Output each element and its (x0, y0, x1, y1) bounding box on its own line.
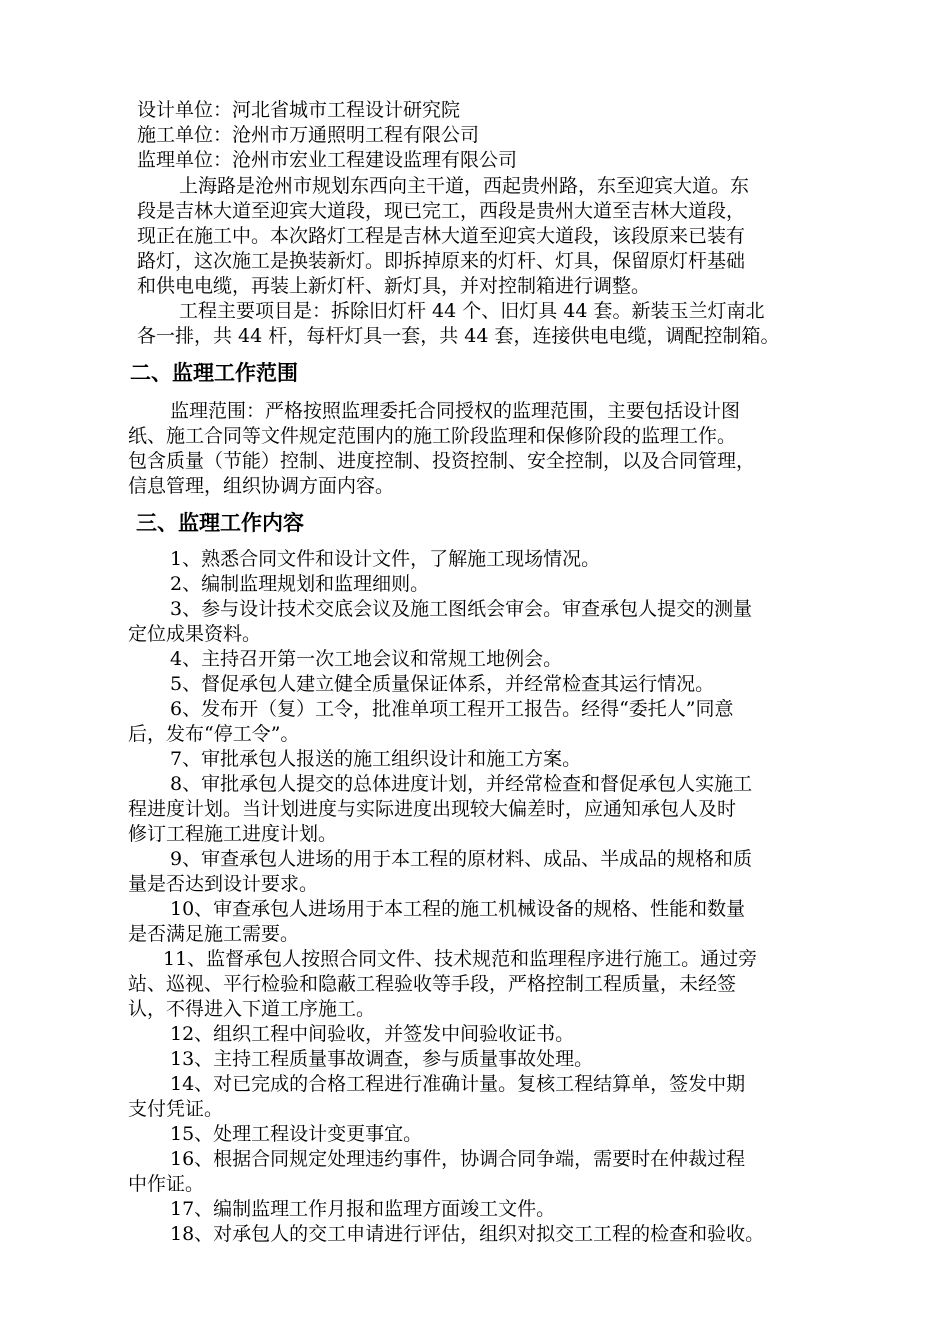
section-3-line: 10、审查承包人进场用于本工程的施工机械设备的规格、性能和数量 (170, 898, 746, 920)
section-3-title: 三、监理工作内容 (136, 511, 304, 535)
overview-line: 和供电电缆，再装上新灯杆、新灯具，并对控制箱进行调整。 (137, 275, 651, 297)
section-2-title: 二、监理工作范围 (130, 361, 298, 385)
section-2-line: 监理范围：严格按照监理委托合同授权的监理范围，主要包括设计图 (170, 400, 741, 422)
overview-line: 工程主要项目是：拆除旧灯杆 44 个、旧灯具 44 套。新装玉兰灯南北 (179, 300, 765, 322)
overview-line: 段是吉林大道至迎宾大道段，现已完工，西段是贵州大道至吉林大道段， (137, 200, 746, 222)
overview-line: 现正在施工中。本次路灯工程是吉林大道至迎宾大道段，该段原来已装有 (137, 225, 746, 247)
section-3-line: 量是否达到设计要求。 (128, 873, 319, 895)
construction-unit: 施工单位：沧州市万通照明工程有限公司 (137, 124, 480, 146)
section-3-line: 13、主持工程质量事故调查，参与质量事故处理。 (170, 1048, 594, 1070)
section-3-line: 15、处理工程设计变更事宜。 (170, 1123, 423, 1145)
section-2-line: 包含质量（节能）控制、进度控制、投资控制、安全控制，以及合同管理， (128, 450, 756, 472)
section-3-line: 定位成果资料。 (128, 623, 262, 645)
section-3-line: 9、审查承包人进场的用于本工程的原材料、成品、半成品的规格和质 (170, 848, 753, 870)
design-unit: 设计单位：河北省城市工程设计研究院 (137, 99, 461, 121)
section-2-line: 信息管理，组织协调方面内容。 (128, 475, 395, 497)
section-3-line: 3、参与设计技术交底会议及施工图纸会审会。审查承包人提交的测量 (170, 598, 753, 620)
section-3-line: 14、对已完成的合格工程进行准确计量。复核工程结算单，签发中期 (170, 1073, 746, 1095)
overview-line: 路灯，这次施工是换装新灯。即拆掉原来的灯杆、灯具，保留原灯杆基础 (137, 250, 746, 272)
section-3-line: 18、对承包人的交工申请进行评估，组织对拟交工工程的检查和验收。 (170, 1223, 765, 1245)
section-3-line: 6、发布开（复）工令，批准单项工程开工报告。经得“委托人”同意 (170, 698, 734, 720)
section-3-line: 支付凭证。 (128, 1098, 224, 1120)
section-3-line: 程进度计划。当计划进度与实际进度出现较大偏差时，应通知承包人及时 (128, 798, 737, 820)
section-3-line: 17、编制监理工作月报和监理方面竣工文件。 (170, 1198, 556, 1220)
section-3-line: 1、熟悉合同文件和设计文件，了解施工现场情况。 (170, 548, 601, 570)
section-3-line: 8、审批承包人提交的总体进度计划，并经常检查和督促承包人实施工 (170, 773, 753, 795)
section-3-line: 5、督促承包人建立健全质量保证体系，并经常检查其运行情况。 (170, 673, 715, 695)
overview-line: 各一排，共 44 杆，每杆灯具一套，共 44 套，连接供电电缆，调配控制箱。 (137, 325, 780, 347)
section-3-line: 12、组织工程中间验收，并签发中间验收证书。 (170, 1023, 575, 1045)
overview-line: 上海路是沧州市规划东西向主干道，西起贵州路，东至迎宾大道。东 (179, 175, 750, 197)
section-3-line: 11、监督承包人按照合同文件、技术规范和监理程序进行施工。通过旁 (163, 948, 758, 970)
section-3-line: 4、主持召开第一次工地会议和常规工地例会。 (170, 648, 563, 670)
section-3-line: 后，发布“停工令”。 (128, 723, 300, 745)
section-3-line: 16、根据合同规定处理违约事件，协调合同争端，需要时在仲裁过程 (170, 1148, 746, 1170)
section-3-line: 修订工程施工进度计划。 (128, 823, 338, 845)
section-3-line: 站、巡视、平行检验和隐蔽工程验收等手段，严格控制工程质量，未经签 (128, 973, 737, 995)
section-3-line: 是否满足施工需要。 (128, 923, 300, 945)
section-3-line: 7、审批承包人报送的施工组织设计和施工方案。 (170, 748, 582, 770)
supervision-unit: 监理单位：沧州市宏业工程建设监理有限公司 (137, 149, 518, 171)
section-3-line: 2、编制监理规划和监理细则。 (170, 573, 430, 595)
section-3-line: 认，不得进入下道工序施工。 (128, 998, 376, 1020)
section-3-line: 中作证。 (128, 1173, 205, 1195)
section-2-line: 纸、施工合同等文件规定范围内的施工阶段监理和保修阶段的监理工作。 (128, 425, 737, 447)
